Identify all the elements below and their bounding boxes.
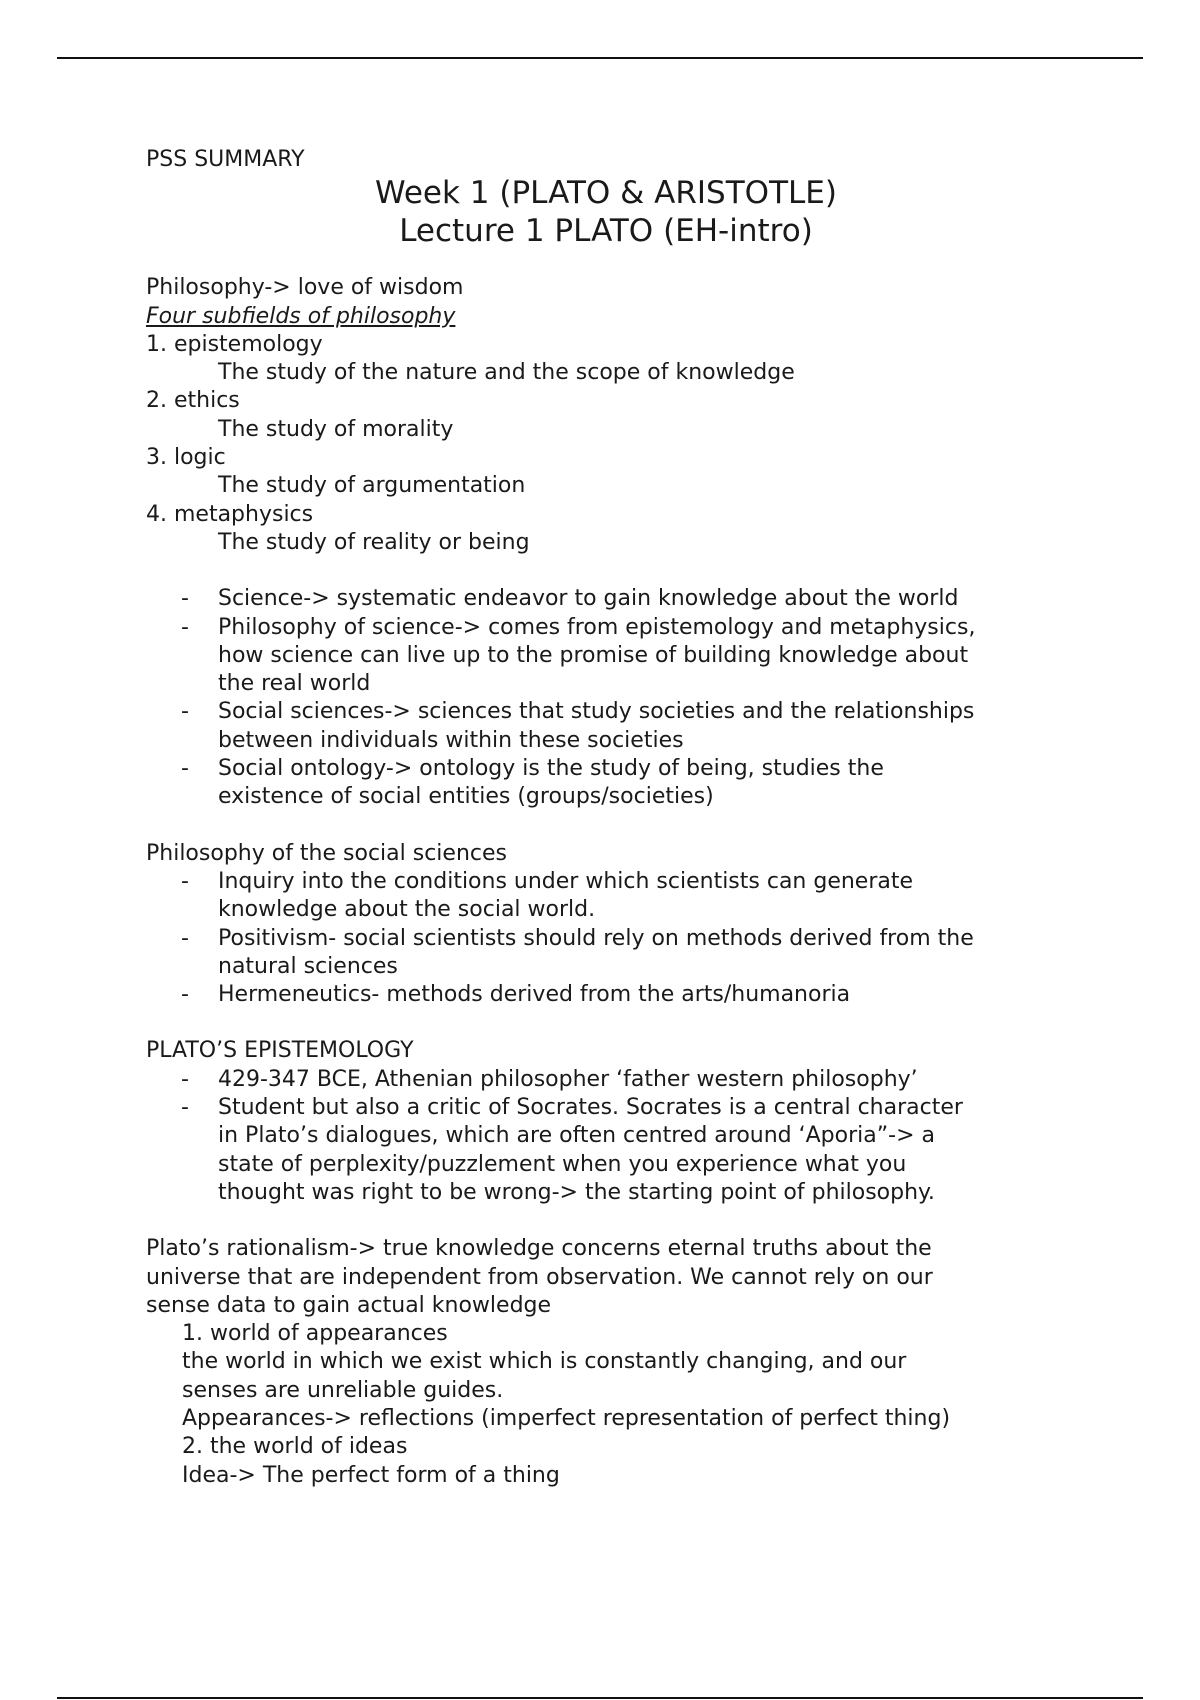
epistemology-list [146, 1066, 1066, 1207]
subfield-name: 4. metaphysics [146, 501, 314, 527]
dash-bullet: - [181, 699, 189, 725]
lecture-title: Lecture 1 PLATO (EH-intro) [399, 213, 813, 250]
bullet-line: Hermeneutics- methods derived from the arts/humanoria [218, 982, 851, 1008]
bullet-line: thought was right to be wrong-> the starting point of philosophy. [218, 1179, 935, 1205]
spacer [146, 1207, 1066, 1235]
bullet-item [146, 1094, 1066, 1207]
top-rule [57, 57, 1143, 59]
bullet-line: between individuals within these societies [218, 727, 684, 753]
bullet-line: how science can live up to the promise of building knowledge about [218, 642, 969, 668]
bullet-line: state of perplexity/puzzlement when you experience what you [218, 1151, 907, 1177]
subfield-desc: The study of morality [218, 416, 454, 442]
dash-bullet: - [181, 756, 189, 782]
world-appearances-line: senses are unreliable guides. [182, 1377, 504, 1403]
bullet-line: Social sciences-> sciences that study societies and the relationships [218, 699, 975, 725]
bullet-line: Social ontology-> ontology is the study of being, studies the [218, 756, 884, 782]
dash-bullet: - [181, 1066, 189, 1092]
world-ideas-line: Idea-> The perfect form of a thing [182, 1462, 560, 1488]
spacer [146, 812, 1066, 840]
rationalism-line: Plato’s rationalism-> true knowledge concerns eternal truths about the [146, 1236, 932, 1262]
subfields-heading: Four subfields of philosophy [146, 303, 456, 329]
bullet-item [146, 585, 1066, 613]
dash-bullet: - [181, 868, 189, 894]
bullet-line: in Plato’s dialogues, which are often centred around ‘Aporia”-> a [218, 1123, 935, 1149]
rationalism-line: universe that are independent from observation. We cannot rely on our [146, 1264, 933, 1290]
bullet-line: Science-> systematic endeavor to gain knowledge about the world [218, 586, 959, 612]
world-appearances-title: 1. world of appearances [182, 1321, 448, 1347]
bullet-line: the real world [218, 671, 371, 697]
world-appearances-line: the world in which we exist which is constantly changing, and our [182, 1349, 907, 1375]
bullet-item [146, 755, 1066, 812]
subfield-name: 2. ethics [146, 388, 240, 414]
spacer [146, 557, 1066, 585]
subfield-desc: The study of reality or being [218, 529, 530, 555]
bullet-line: 429-347 BCE, Athenian philosopher ‘father western philosophy’ [218, 1066, 918, 1092]
bullet-item [146, 614, 1066, 699]
subfield-name: 3. logic [146, 445, 226, 471]
week-title: Week 1 (PLATO & ARISTOTLE) [375, 175, 837, 212]
social-sciences-heading: Philosophy of the social sciences [146, 840, 507, 866]
spacer [146, 1009, 1066, 1037]
bullet-item [146, 868, 1066, 925]
world-appearances-line: Appearances-> reflections (imperfect representation of perfect thing) [182, 1405, 951, 1431]
social-sciences-list [146, 868, 1066, 1009]
bullet-line: existence of social entities (groups/societies) [218, 784, 714, 810]
bullet-line: Positivism- social scientists should rely on methods derived from the [218, 925, 974, 951]
dash-bullet: - [181, 586, 189, 612]
bullet-item [146, 925, 1066, 982]
document-page [146, 146, 1066, 1490]
rationalism-line: sense data to gain actual knowledge [146, 1292, 552, 1318]
bullet-line: Philosophy of science-> comes from epistemology and metaphysics, [218, 614, 976, 640]
bottom-rule [57, 1697, 1143, 1699]
dash-bullet: - [181, 1095, 189, 1121]
epistemology-heading: PLATO’S EPISTEMOLOGY [146, 1038, 414, 1064]
definitions-list [146, 585, 1066, 811]
philosophy-definition: Philosophy-> love of wisdom [146, 275, 464, 301]
subfield-desc: The study of argumentation [218, 473, 526, 499]
dash-bullet: - [181, 982, 189, 1008]
world-ideas-title: 2. the world of ideas [182, 1434, 408, 1460]
bullet-line: natural sciences [218, 953, 398, 979]
bullet-item [146, 1066, 1066, 1094]
doc-label: PSS SUMMARY [146, 147, 305, 172]
bullet-item [146, 981, 1066, 1009]
bullet-item [146, 698, 1066, 755]
dash-bullet: - [181, 925, 189, 951]
bullet-line: Student but also a critic of Socrates. Socrates is a central character [218, 1095, 963, 1121]
bullet-line: knowledge about the social world. [218, 897, 596, 923]
subfield-name: 1. epistemology [146, 331, 323, 357]
title-block [146, 174, 1066, 250]
dash-bullet: - [181, 614, 189, 640]
bullet-line: Inquiry into the conditions under which scientists can generate [218, 868, 914, 894]
subfield-desc: The study of the nature and the scope of knowledge [218, 360, 795, 386]
